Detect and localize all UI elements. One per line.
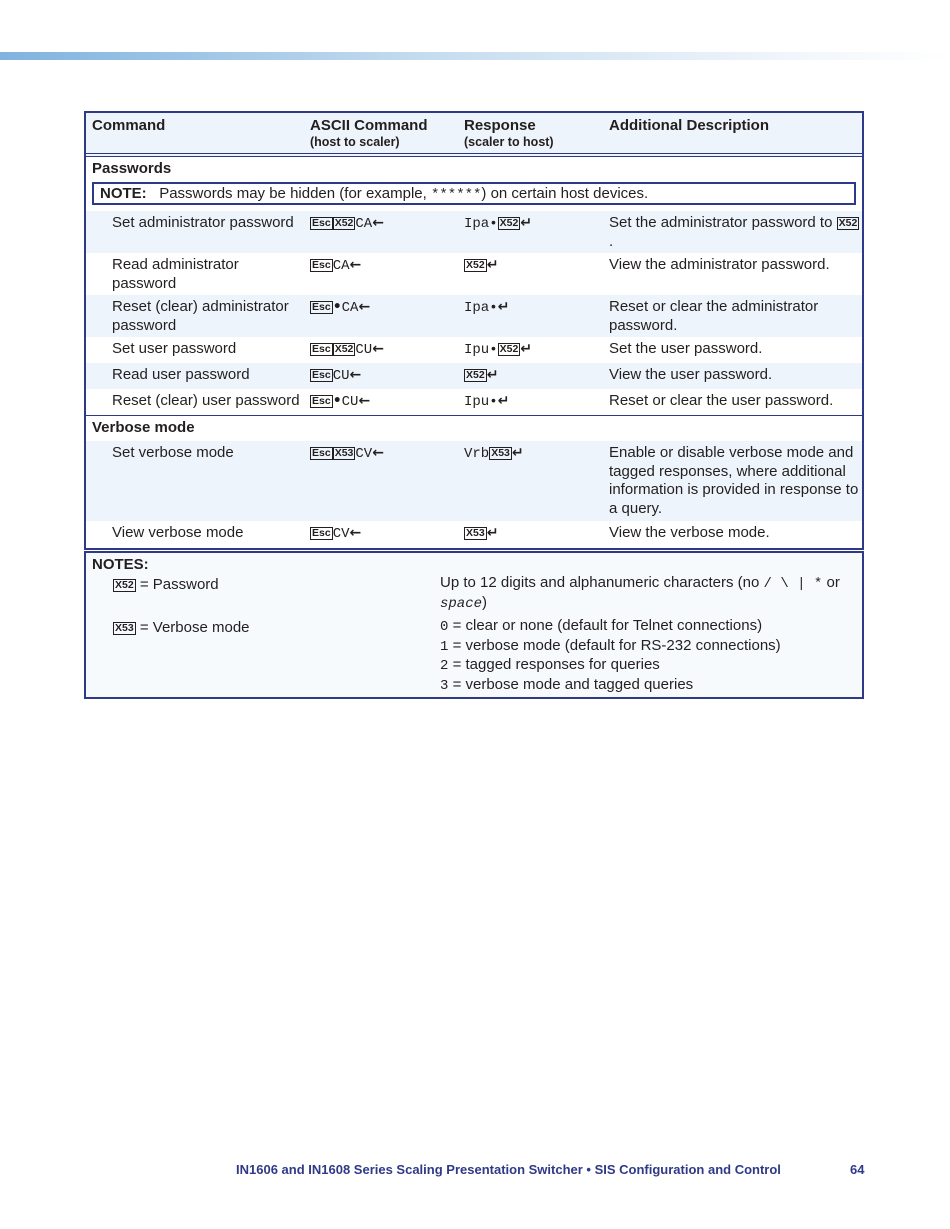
header-response: Response (scaler to host) bbox=[464, 117, 554, 149]
table-row: Set verbose mode Esc X53 CV← Vrb X53 ↵ Enable or disable verbose mode and tagged responses, where additional information is provided in response to a query. bbox=[86, 441, 862, 521]
enter-icon: ↵ bbox=[511, 445, 524, 461]
x52-key-icon: X52 bbox=[499, 343, 519, 355]
enter-icon: ↵ bbox=[520, 215, 533, 231]
x53-value-0: 0 = clear or none (default for Telnet connections) bbox=[440, 617, 763, 635]
esc-key-icon: Esc bbox=[312, 447, 331, 459]
note-label: NOTE: bbox=[100, 185, 147, 202]
x53-value-3: 3 = verbose mode and tagged queries bbox=[440, 675, 694, 694]
enter-icon: ↵ bbox=[486, 367, 499, 383]
esc-key-icon: Esc bbox=[312, 527, 331, 539]
table-row: View verbose mode Esc CV← X53 ↵ View the verbose mode. bbox=[112, 524, 770, 542]
x52-note-desc: Up to 12 digits and alphanumeric characters (no / \ | * or space) bbox=[440, 574, 840, 612]
x53-note-values bbox=[440, 617, 781, 695]
enter-icon: ↵ bbox=[497, 393, 510, 409]
table-row: Set user password Esc X52 CU← Ipu• X52 ↵ Set the user password. bbox=[112, 340, 763, 358]
x52-note-label: X52 = Password bbox=[115, 576, 219, 593]
esc-key-icon: Esc bbox=[312, 343, 331, 355]
left-arrow-icon: ← bbox=[372, 341, 384, 357]
left-arrow-icon: ← bbox=[349, 525, 362, 541]
x53-key-icon: X53 bbox=[334, 447, 354, 459]
esc-key-icon: Esc bbox=[312, 259, 331, 271]
x53-key-icon: X53 bbox=[115, 622, 134, 634]
left-arrow-icon: ← bbox=[349, 257, 362, 273]
x52-key-icon: X52 bbox=[115, 579, 134, 591]
x53-key-icon: X53 bbox=[466, 527, 485, 539]
notes-title: NOTES: bbox=[92, 556, 149, 573]
x52-key-icon: X52 bbox=[838, 217, 858, 229]
section-passwords: Passwords bbox=[92, 160, 172, 177]
esc-key-icon: Esc bbox=[312, 301, 331, 313]
esc-key-icon: Esc bbox=[312, 369, 331, 381]
esc-key-icon: Esc bbox=[312, 395, 331, 407]
header-ascii: ASCII Command (host to scaler) bbox=[310, 117, 428, 149]
x52-key-icon: X52 bbox=[499, 217, 519, 229]
note-mask: ****** bbox=[430, 187, 482, 203]
passwords-note: NOTE: Passwords may be hidden (for example, ******) on certain host devices. bbox=[92, 182, 856, 205]
notes-box bbox=[84, 551, 864, 699]
page-footer: IN1606 and IN1608 Series Scaling Presentation Switcher • SIS Configuration and Control bbox=[236, 1162, 781, 1177]
x53-value-2: 2 = tagged responses for queries bbox=[440, 656, 660, 674]
table-row: Reset (clear) administrator password Esc •CA← Ipa•↵ Reset or clear the administrator password. bbox=[86, 295, 862, 337]
x53-note-label: X53 = Verbose mode bbox=[115, 619, 250, 636]
x53-value-1: 1 = verbose mode (default for RS-232 connections) bbox=[440, 636, 781, 655]
table-row: Reset (clear) user password Esc •CU← Ipu•↵ Reset or clear the user password. bbox=[112, 392, 834, 410]
table-header bbox=[86, 113, 862, 157]
section-verbose-mode: Verbose mode bbox=[86, 415, 862, 441]
enter-icon: ↵ bbox=[486, 257, 499, 273]
table-row: Set administrator password Esc X52 CA← Ipa• X52 ↵ Set the administrator password to X52. bbox=[86, 211, 862, 253]
esc-key-icon: Esc bbox=[312, 217, 331, 229]
table-row: Read user password Esc CU← X52 ↵ View the user password. bbox=[86, 363, 862, 389]
left-arrow-icon: ← bbox=[349, 367, 362, 383]
left-arrow-icon: ← bbox=[358, 393, 371, 409]
table-row: Read administrator password Esc CA← X52 ↵ View the administrator password. bbox=[112, 256, 830, 292]
enter-icon: ↵ bbox=[486, 525, 499, 541]
left-arrow-icon: ← bbox=[358, 299, 371, 315]
header-description: Additional Description bbox=[609, 117, 770, 134]
sis-command-table bbox=[84, 111, 864, 550]
x52-key-icon: X52 bbox=[334, 343, 354, 355]
left-arrow-icon: ← bbox=[372, 215, 384, 231]
header-command: Command bbox=[92, 117, 166, 134]
x52-key-icon: X52 bbox=[466, 369, 485, 381]
x53-key-icon: X53 bbox=[491, 447, 510, 459]
enter-icon: ↵ bbox=[520, 341, 533, 357]
enter-icon: ↵ bbox=[497, 299, 510, 315]
page-number: 64 bbox=[850, 1162, 865, 1177]
top-gradient-bar bbox=[0, 52, 950, 60]
x52-key-icon: X52 bbox=[466, 259, 485, 271]
left-arrow-icon: ← bbox=[372, 445, 384, 461]
x52-key-icon: X52 bbox=[334, 217, 354, 229]
